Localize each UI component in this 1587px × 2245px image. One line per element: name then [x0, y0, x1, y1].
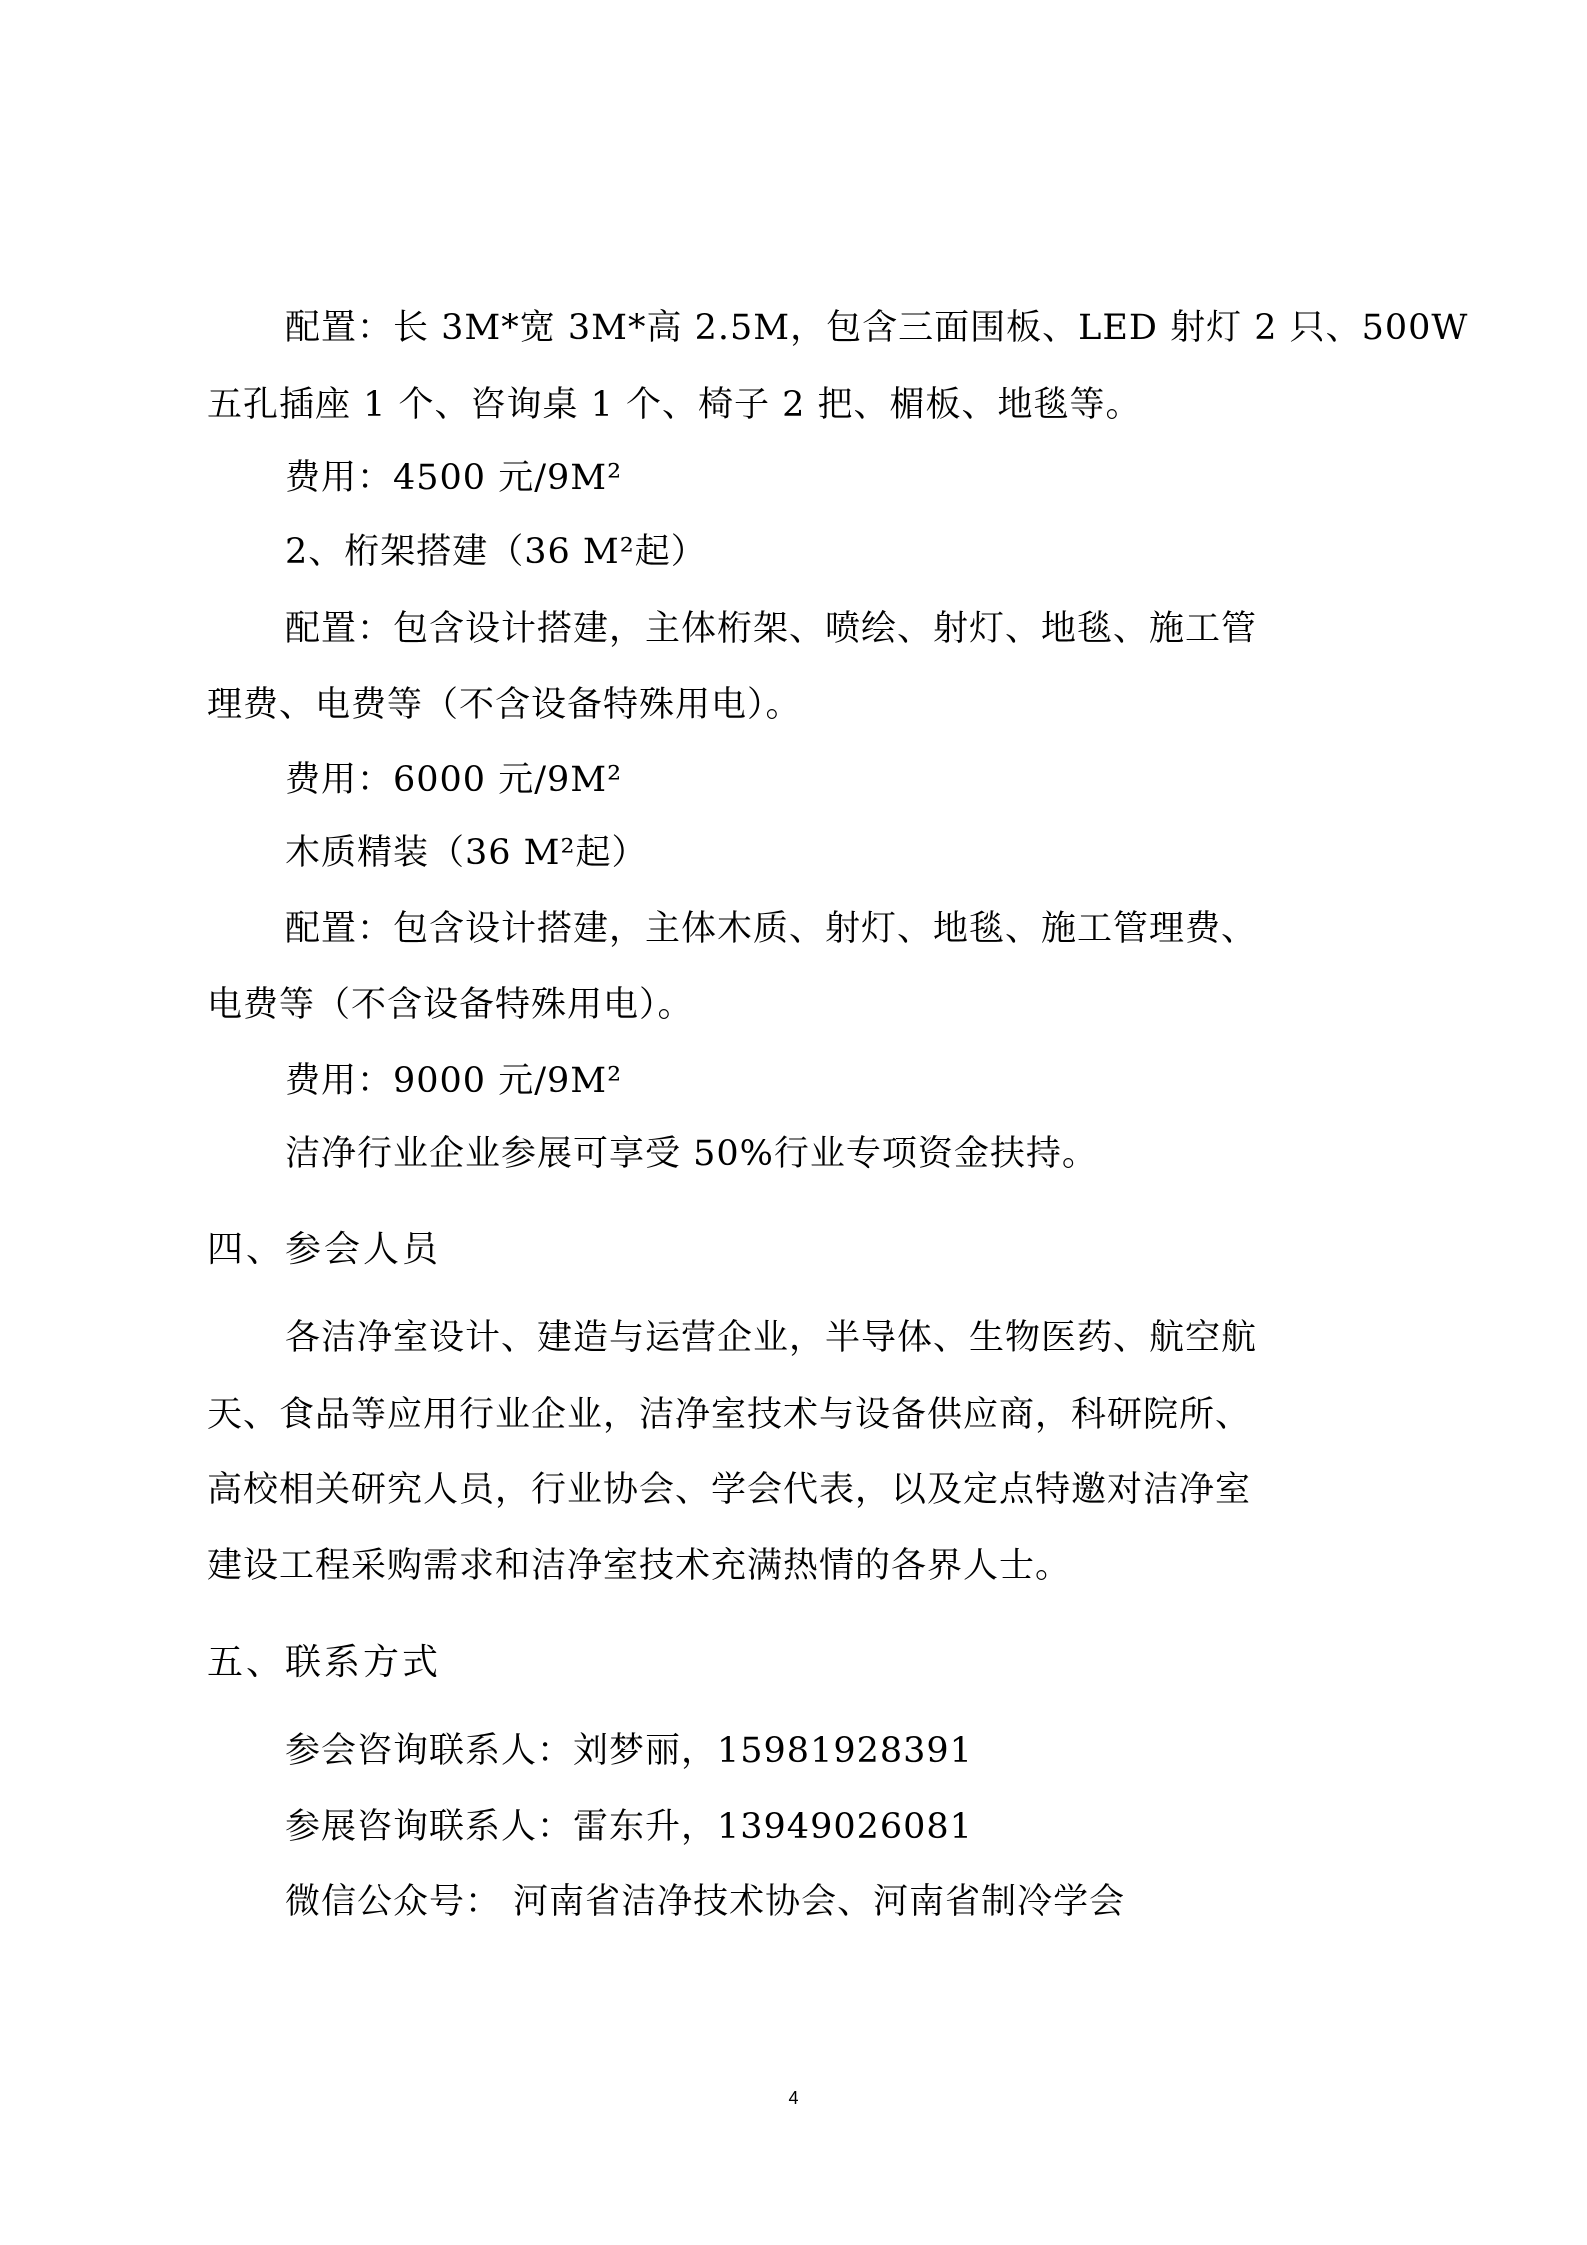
truss-booth-fee: 费用：6000 元/9M² [285, 760, 623, 800]
section4-para-line4: 建设工程采购需求和洁净室技术充满热情的各界人士。 [207, 1546, 1072, 1586]
truss-booth-config-line1: 配置：包含设计搭建，主体桁架、喷绘、射灯、地毯、施工管 [285, 609, 1258, 649]
truss-booth-title: 2、桁架搭建（36 M²起） [285, 532, 707, 572]
wood-booth-config-line2: 电费等（不含设备特殊用电）。 [207, 985, 694, 1025]
page-number: 4 [788, 2088, 799, 2108]
wood-booth-config-line1: 配置：包含设计搭建，主体木质、射灯、地毯、施工管理费、 [285, 909, 1258, 949]
section4-para-line3: 高校相关研究人员，行业协会、学会代表，以及定点特邀对洁净室 [207, 1470, 1252, 1510]
truss-booth-config-line2: 理费、电费等（不含设备特殊用电）。 [207, 685, 802, 725]
support-note: 洁净行业企业参展可享受 50%行业专项资金扶持。 [285, 1134, 1098, 1174]
wechat-accounts: 微信公众号： 河南省洁净技术协会、河南省制冷学会 [285, 1882, 1126, 1922]
contact-exhibitor: 参展咨询联系人：雷东升，13949026081 [285, 1807, 973, 1847]
standard-booth-config-line1: 配置：长 3M*宽 3M*高 2.5M，包含三面围板、LED 射灯 2 只、500W [285, 308, 1469, 348]
contact-attendee: 参会咨询联系人：刘梦丽，15981928391 [285, 1731, 973, 1771]
section4-para-line1: 各洁净室设计、建造与运营企业，半导体、生物医药、航空航 [285, 1318, 1258, 1358]
section4-heading: 四、参会人员 [207, 1229, 442, 1270]
wood-booth-fee: 费用：9000 元/9M² [285, 1061, 623, 1101]
section5-heading: 五、联系方式 [207, 1642, 442, 1683]
standard-booth-fee: 费用：4500 元/9M² [285, 458, 623, 498]
wood-booth-title: 木质精装（36 M²起） [285, 833, 648, 873]
standard-booth-config-line2: 五孔插座 1 个、咨询桌 1 个、椅子 2 把、楣板、地毯等。 [207, 385, 1142, 425]
section4-para-line2: 天、食品等应用行业企业，洁净室技术与设备供应商，科研院所、 [207, 1395, 1252, 1435]
